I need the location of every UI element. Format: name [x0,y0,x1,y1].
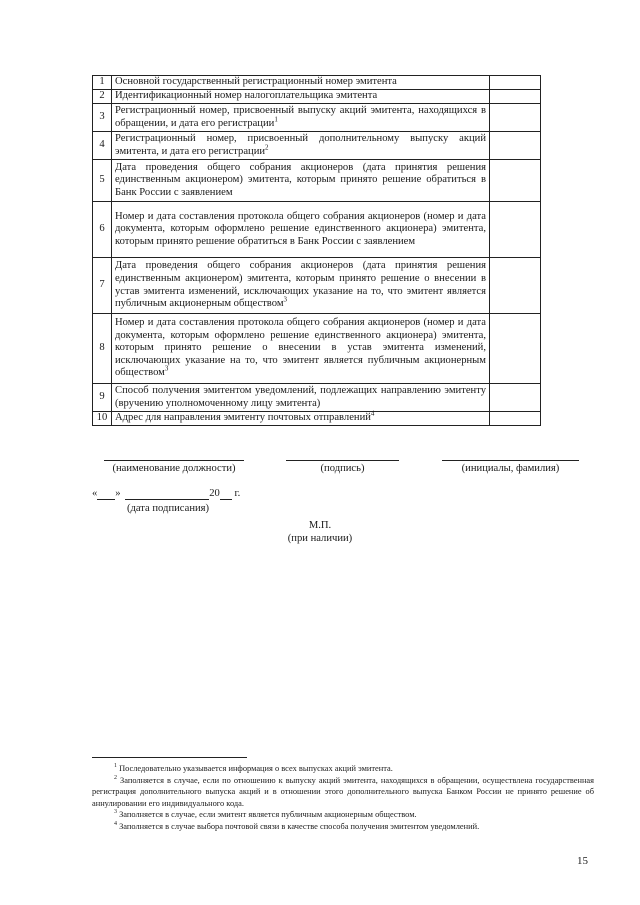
row-value-cell[interactable] [490,202,541,258]
footnote-ref: 3 [164,364,169,373]
row-value-cell[interactable] [490,76,541,90]
table-row [93,202,541,258]
signature-line[interactable] [286,460,399,461]
row-value-cell[interactable] [490,90,541,104]
table-row [93,104,541,132]
footnote-ref: 3 [283,295,288,304]
footnote-text: Заполняется в случае выбора почтовой связи в качестве способа получения эмитентом уведомлений. [119,821,480,831]
row-text: Адрес для направления эмитенту почтовых отправлений [115,412,371,424]
footnote-mark: 1 [114,763,117,770]
row-number: 5 [93,160,112,202]
row-description [112,409,490,426]
row-number: 7 [93,258,112,314]
month-blank[interactable] [125,488,209,500]
row-text: Дата проведения общего собрания акционеров (дата принятия решения единственным акционером) эмитента, которым принято решение обратиться в Банк России с заявлением [115,161,486,198]
footnote-text: Последовательно указывается информация о всех выпусках акций эмитента. [119,764,393,773]
year-suffix: г. [234,488,241,499]
row-description [112,314,490,384]
signature-caption: (подпись) [320,463,365,474]
row-value-cell[interactable] [490,258,541,314]
day-blank[interactable] [97,488,115,500]
row-number: 6 [93,202,112,258]
footnote [92,763,594,775]
row-description [112,202,490,258]
row-value-cell[interactable] [490,314,541,384]
name-caption: (инициалы, фамилия) [461,463,560,474]
row-number: 10 [93,412,112,426]
signing-date [92,488,240,500]
table-row [93,314,541,384]
row-text: Идентификационный номер налогоплательщика эмитента [115,90,378,102]
row-value-cell[interactable] [490,132,541,160]
table-row [93,90,541,104]
date-caption: (дата подписания) [126,503,210,514]
footnote-ref: 1 [274,114,278,123]
row-text: Номер и дата составления протокола общего собрания акционеров (номер и дата документа, которым оформлено решение единственного акционера) эмитента, которым принято решение о внесении в устав эмитента изменений, исключающих указание на то, что эмитент является публичным акционерным обществом [115,317,486,379]
row-number: 1 [93,76,112,90]
footnote-mark: 4 [114,821,117,828]
table-row [93,258,541,314]
table-row [93,384,541,412]
row-value-cell[interactable] [490,384,541,412]
row-value-cell[interactable] [490,412,541,426]
table-row [93,160,541,202]
row-number: 3 [93,104,112,132]
row-number: 4 [93,132,112,160]
page-number: 15 [577,855,588,867]
row-description [112,132,490,160]
row-description [112,76,490,90]
row-number: 8 [93,314,112,384]
footnote-text: Заполняется в случае, если по отношению к выпуску акций эмитента, находящихся в обращении, осуществлена государственная регистрация дополнительного выпуска акций и в отношении этого дополнительного выпуска Банком России не принято решение об аннулировании его индивидуального кода. [92,775,595,808]
date-open-quote: « [92,488,98,499]
row-text: Дата проведения общего собрания акционеров (дата принятия решения единственным акционером) эмитента, которым принято решение о внесении в устав эмитента изменений, исключающих указание на то, что эмитент является публичным акционерным обществом [115,260,486,310]
year-blank[interactable] [220,488,232,500]
row-text: Регистрационный номер, присвоенный выпуску акций эмитента, находящихся в обращении, и дата его регистрации [115,104,486,129]
position-line[interactable] [104,460,244,461]
footnote-separator [92,757,247,758]
footnote [92,821,594,833]
row-description [112,258,490,314]
issuer-info-table [92,75,541,426]
position-caption: (наименование должности) [112,463,236,474]
year-prefix: 20 [209,488,220,499]
table-row [93,412,541,426]
row-text: Основной государственный регистрационный номер эмитента [115,76,397,88]
footnotes [92,763,594,833]
row-description [112,160,490,202]
row-description [112,104,490,132]
row-description [112,90,490,104]
footnote-mark: 3 [114,809,117,816]
row-number: 9 [93,384,112,412]
footnote [92,775,594,810]
footnote-text: Заполняется в случае, если эмитент является публичным акционерным обществом. [119,810,417,820]
table-row [93,76,541,90]
stamp-label: М.П. [308,520,332,531]
date-close-quote: » [115,488,121,499]
stamp-note: (при наличии) [287,533,353,544]
row-description [112,384,490,412]
row-value-cell[interactable] [490,160,541,202]
footnote-ref: 2 [265,142,269,151]
row-text: Регистрационный номер, присвоенный дополнительному выпуску акций эмитента, и дата его регистрации [115,132,486,157]
name-line[interactable] [442,460,579,461]
row-value-cell[interactable] [490,104,541,132]
footnote [92,809,594,821]
footnote-ref: 4 [370,409,375,418]
footnote-mark: 2 [114,774,117,781]
table-row [93,132,541,160]
row-number: 2 [93,90,112,104]
row-text: Способ получения эмитентом уведомлений, подлежащих направлению эмитенту (вручению уполномоченному лицу эмитента) [115,384,486,409]
row-text: Номер и дата составления протокола общего собрания акционеров (номер и дата документа, которым оформлено решение единственного акционера) эмитента, которым принято решение обратиться в Банк России с заявлением [115,210,486,247]
